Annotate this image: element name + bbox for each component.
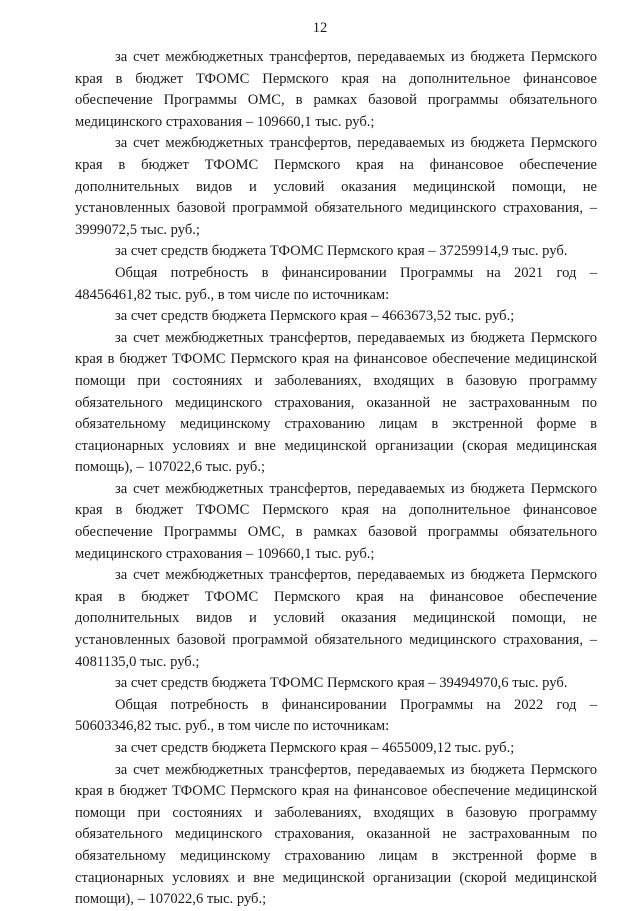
paragraph-interbudget-emergency-2021: за счет межбюджетных трансфертов, передаваемых из бюджета Пермского края в бюджет ТФОМС Пермского края на финансовое обеспечение медицинской помощи при состояниях и заболеваниях, входящих в базовую программу обязательного медицинского страхования, оказанной не застрахованным по обязательному медицинскому страхованию лицам в экстренной форме в стационарных условиях и вне медицинской организации (скорая медицинская помощь), – 107022,6 тыс. руб.; xyxy=(75,329,597,476)
paragraph-interbudget-extra-types-2020: за счет межбюджетных трансфертов, передаваемых из бюджета Пермского края в бюджет ТФОМС Пермского края на финансовое обеспечение дополнительных видов и условий оказания медицинской помощи, не установленных базовой программой обязательного медицинского страхования, – 3999072,5 тыс. руб.; xyxy=(75,135,597,238)
paragraph-tfoms-budget-2020: за счет средств бюджета ТФОМС Пермского края – 37259914,9 тыс. руб. xyxy=(115,243,568,260)
paragraph-total-need-2022: Общая потребность в финансировании Программы на 2022 год – 50603346,82 тыс. руб., в том числе по источникам: xyxy=(75,696,597,735)
document-body xyxy=(75,47,597,911)
paragraph-total-need-2021: Общая потребность в финансировании Программы на 2021 год – 48456461,82 тыс. руб., в том числе по источникам: xyxy=(75,264,597,303)
paragraph-tfoms-budget-2021: за счет средств бюджета ТФОМС Пермского края – 39494970,6 тыс. руб. xyxy=(115,675,568,692)
paragraph-interbudget-additional-2020: за счет межбюджетных трансфертов, передаваемых из бюджета Пермского края в бюджет ТФОМС Пермского края на дополнительное финансовое обеспечение Программы ОМС, в рамках базовой программы обязательного медицинского страхования – 109660,1 тыс. руб.; xyxy=(75,49,597,130)
paragraph-interbudget-extra-types-2021: за счет межбюджетных трансфертов, передаваемых из бюджета Пермского края в бюджет ТФОМС Пермского края на финансовое обеспечение дополнительных видов и условий оказания медицинской помощи, не установленных базовой программой обязательного медицинского страхования, – 4081135,0 тыс. руб.; xyxy=(75,567,597,670)
paragraph-regional-budget-2022: за счет средств бюджета Пермского края – 4655009,12 тыс. руб.; xyxy=(115,740,515,756)
paragraph-interbudget-additional-2021: за счет межбюджетных трансфертов, передаваемых из бюджета Пермского края в бюджет ТФОМС Пермского края на дополнительное финансовое обеспечение Программы ОМС, в рамках базовой программы обязательного медицинского страхования – 109660,1 тыс. руб.; xyxy=(75,480,597,562)
paragraph-interbudget-emergency-2022: за счет межбюджетных трансфертов, передаваемых из бюджета Пермского края в бюджет ТФОМС Пермского края на финансовое обеспечение медицинской помощи при состояниях и заболеваниях, входящих в базовую программу обязательного медицинского страхования, оказанной не застрахованным по обязательному медицинскому страхованию лицам в экстренной форме в стационарных условиях и вне медицинской организации (скорой медицинской помощи), – 107022,6 тыс. руб.; xyxy=(75,761,597,908)
paragraph-regional-budget-2021: за счет средств бюджета Пермского края – 4663673,52 тыс. руб.; xyxy=(115,308,515,325)
page-number: 12 xyxy=(312,20,328,36)
